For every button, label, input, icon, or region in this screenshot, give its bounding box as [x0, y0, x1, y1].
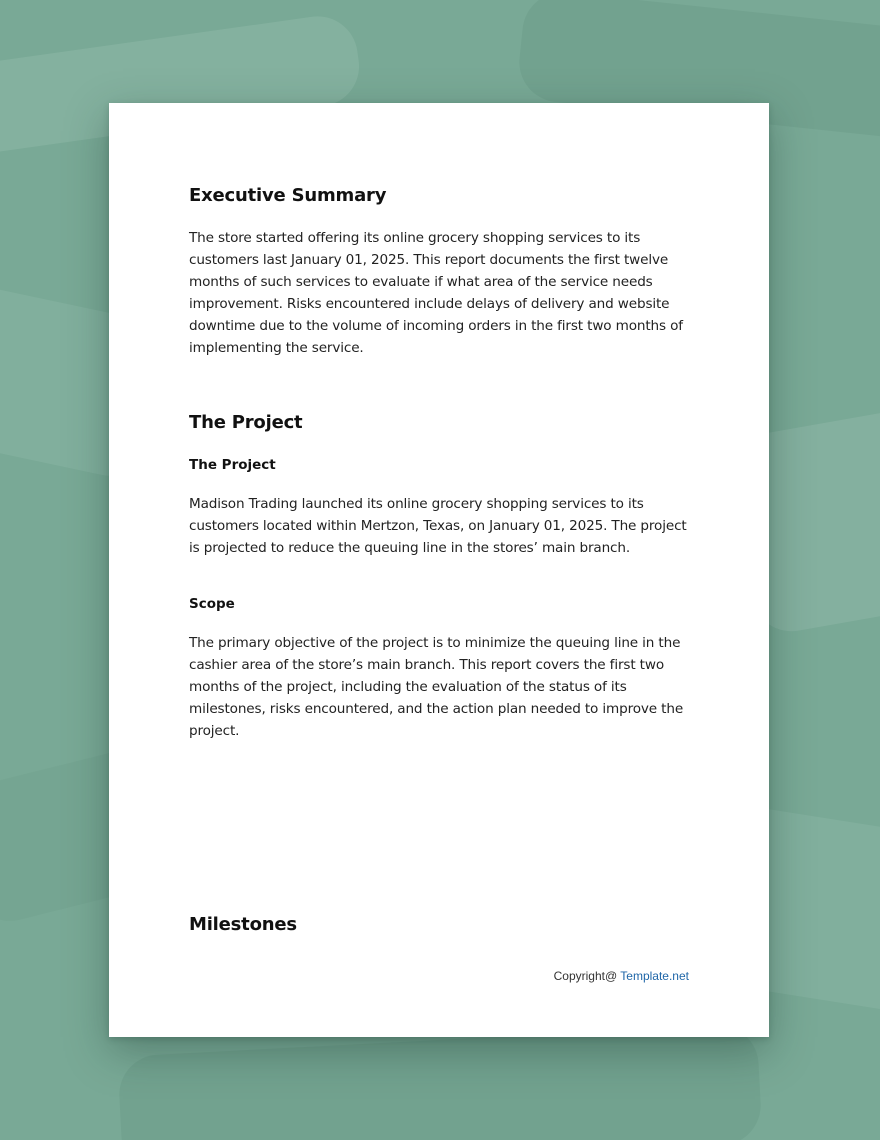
scope-body: The primary objective of the project is to minimize the queuing line in the cashier area of the store’s main branch. This report covers the first two months of the project, including the evaluation of the status of its milestones, risks encountered, and the action plan needed to improve the project. [189, 635, 684, 739]
scope-subheading: Scope [189, 596, 235, 612]
copyright-footer [554, 969, 689, 983]
copyright-text: Copyright@ [553, 969, 621, 983]
executive-summary-heading: Executive Summary [189, 185, 387, 206]
the-project-subheading: The Project [189, 457, 276, 473]
milestones-heading: Milestones [189, 914, 297, 935]
executive-summary-body: The store started offering its online grocery shopping services to its customers last January 01, 2025. This report documents the first twelve months of such services to evaluate if what area of the service needs improvement. Risks encountered include delays of delivery and website downtime due to the volume of incoming orders in the first two months of implementing the service. [189, 230, 683, 356]
the-project-body: Madison Trading launched its online grocery shopping services to its customers located within Mertzon, Texas, on January 01, 2025. The project is projected to reduce the queuing line in the stores’ main branch. [189, 496, 687, 556]
brush-stroke [117, 1023, 762, 1140]
the-project-heading: The Project [189, 412, 303, 433]
template-net-link[interactable]: Template.net [620, 969, 689, 983]
document-page [109, 103, 769, 1037]
